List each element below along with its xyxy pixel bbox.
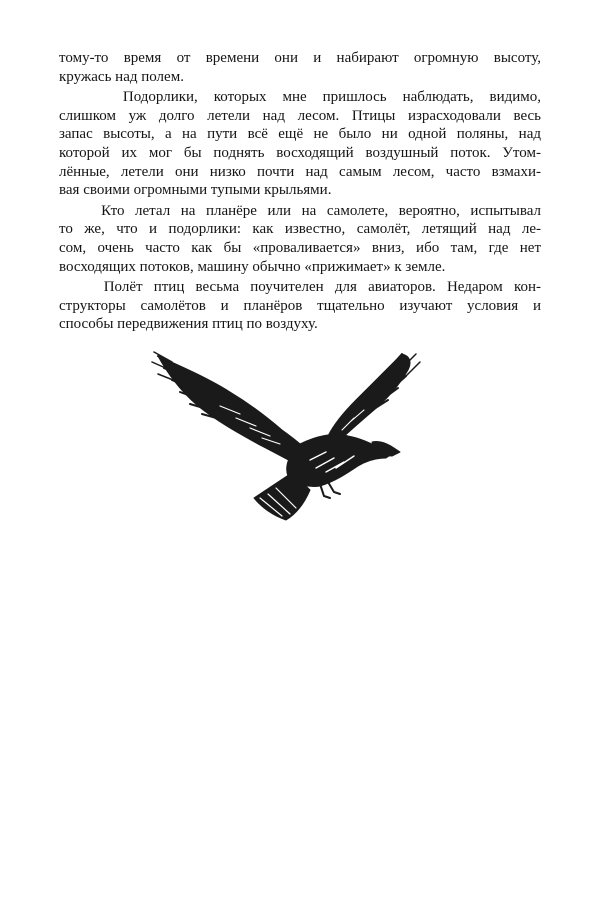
text-line: Кто летал на планёре или на самолете, вероятно, испытывал xyxy=(59,202,541,219)
text-line: которой их мог бы поднять восходящий воздушный поток. Утом- xyxy=(59,144,541,161)
paragraph-2 xyxy=(59,88,541,200)
text-line: то же, что и подорлики: как известно, самолёт, летящий над ле- xyxy=(59,221,541,238)
text-line: способы передвижения птиц по воздуху. xyxy=(59,316,318,333)
text-line: слишком уж долго летели над лесом. Птицы израсходовали весь xyxy=(59,107,541,124)
text-line: вая своими огромными тупыми крыльями. xyxy=(59,182,332,199)
text-line: запас высоты, а на пути всё ещё не было ни одной поляны, над xyxy=(59,126,541,143)
paragraph-4 xyxy=(59,278,541,334)
text-line: сом, очень часто как бы «проваливается» вниз, ибо там, где нет xyxy=(59,239,541,256)
text-line: лённые, летели они низко почти над самым лесом, часто взмахи- xyxy=(59,163,541,180)
text-line: Подорлики, которых мне пришлось наблюдать, видимо, xyxy=(59,89,541,106)
text-line: структоры самолётов и планёров тщательно изучают условия и xyxy=(59,297,541,314)
eagle-in-flight-icon xyxy=(150,348,430,528)
text-line: восходящих потоков, машину обычно «прижимает» к земле. xyxy=(59,258,446,275)
paragraph-1 xyxy=(59,49,541,86)
text-line: кружась над полем. xyxy=(59,68,184,85)
body-text xyxy=(59,49,541,336)
text-line: Полёт птиц весьма поучителен для авиаторов. Недаром кон- xyxy=(59,279,541,296)
paragraph-3 xyxy=(59,202,541,276)
text-line: тому-то время от времени они и набирают огромную высоту, xyxy=(59,50,541,66)
